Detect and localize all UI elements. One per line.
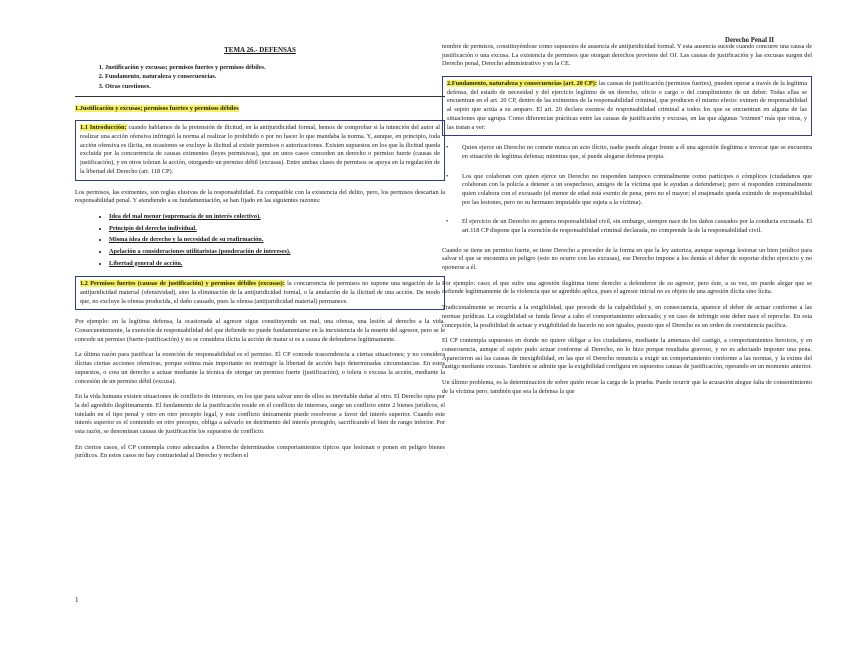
paragraph: Por ejemplo: caso; el que sufre una agresión ilegítima tiene derecho a defenderse de su agresor, pero éste, a su vez, no puede alegar que se defiende legítimamente de la violencia que se agredido aplica, pues el agresor inicial no es objeto de una agresión ilícita sino lícita. [442, 279, 812, 296]
toc-item: 3. Otras cuestiones. [105, 83, 445, 92]
page-number: 1 [75, 596, 79, 604]
table-of-contents [75, 64, 445, 92]
paragraph: Tradicionalmente se recurría a la exigibilidad, que procede de la culpabilidad y, en consecuencia, aparece el deber de actuar conforme a las normas jurídicas. La exigibilidad se funda llevar a cabo el comportamiento adecuado; y en caso de infringir este deber nace el reproche. En esta concepción, la posibilidad de actuar y exigibilidad de hacerlo no son iguales, puesto que el Derecho es un orden de coexistencia pacífica. [442, 304, 812, 329]
paragraph: La última razón para justificar la exención de responsabilidad es el permiso. El CP concede trascendencia a ciertas situaciones; y no considera ilícitas ciertas acciones ofensivas, porque estima más importante no restringir la libertad de acción bajo determinadas circunstancias. En estos supuestos, o crea un derecho a actuar mediante la técnica de otorgar un permiso fuerte (justificación), o tolera o excusa la acción, mediante la concesión de un permiso débil (excusa). [75, 351, 445, 385]
paragraph: nombre de permisos, constituyéndose como supuestos de ausencia de antijuridicidad formal. Y esta ausencia sucede cuando concurre una causa de justificación o una excusa. La existencia de permisos que otorgan derechos proviene del OJ. Las causas de justificación y las excusas surgen del Derecho penal, Derecho administrativo y en la CE. [442, 43, 812, 68]
list-item: • Quien ejerce un Derecho no comete nunca un acto ilícito, nadie puede alegar frente a él una agresión ilegítima e invocar que se encuentra en situación de legítima defensa; mientras que, sí puede alegarse defensa propia. [462, 144, 812, 161]
box-text: cuando hablamos de la pretensión de ilicitud, en la antijuridicidad formal, hemos de comprobar si la intención del autor al realizar una acción ofensiva infringió la norma al realizar lo prohibido o por no hacer lo que mandaba la norma. Y, aunque, en principio, toda acción ofensiva es ilícita, en ocasiones se excluye la ilicitud al existir permisos o autorizaciones. Existen supuestos en los que la ilicitud queda excluida por la concurrencia de causas eximentes (leyes permisivas), que en unos casos conceden un derecho o permiso fuerte (causas de justificación), y en otros toleran la acción, otorgando un permiso débil (excusas). Entre ambas clases de permisos se apoya en la regulación de la libertad del Derecho (art. 118 CP). [80, 124, 441, 175]
divider [75, 96, 445, 97]
list-item: • Idea del mal menor (supremacía de un interés colectivo). [109, 213, 445, 222]
left-column [75, 0, 445, 468]
list-item: • Principio del derecho individual. [109, 225, 445, 234]
toc-item: 1. Justificación y excusas; permisos fuertes y permisos débiles. [105, 64, 445, 73]
box-text: las causas de justificación (permisos fuertes), pueden operar a través de la legítima defensa, del estado de necesidad y del ejercicio legítimo de un derecho, oficio o cargo o del cumplimiento de un deber. Todas ellas se encuentran en el art. 20 CP, dentro de las eximentes de la responsabilidad criminal, que producen el mismo efecto: eximen de responsabilidad al sujeto que actúa a su amparo. El art. 20 declara exentos de responsabilidad criminal a todos los que se encuentran en alguna de las situaciones que agrupa. Como diferencias prácticas entre las causas de justificación y excusas, en las que algunas "eximen" más que otras, y las tratan a ver: [447, 80, 807, 131]
list-item: • Apelación a consideraciones utilitaristas (ponderación de intereses). [109, 248, 445, 257]
paragraph: En la vida humana existen situaciones de conflicto de intereses, en los que para salvar uno de ellos es inevitable dañar al otro. El Derecho opta por la del agredido ilegítimamente. El fundamento de la justificación reside en el conflicto de intereses, surge un conflicto entre 2 bienes jurídicos, el tutelado en el tipo penal y otro en otro precepto legal, y este conflicto únicamente puede resolverse a favor del interés superior. Cuando este interés superior es el contenido en otro precepto, obliga a salvarlo en detrimento del interés protegido, sacrificando el bien de rango inferior. Por esta razón, se denominan causas de justificación los supuestos de conflicto. [75, 393, 445, 435]
box-label: 2.Fundamento, naturaleza y consecuencias (art. 20 CP): [447, 80, 597, 88]
paragraph: En ciertos casos, el CP contempla como adecuados a Derecho determinados comportamientos típicos que lesionan o ponen en peligro bienes jurídicos. En estos casos no hay contrariedad al Derecho y reciben el [75, 443, 445, 460]
list-item: • El ejercicio de un Derecho no genera responsabilidad civil, sin embargo, siempre nace de los daños causados por la conducta excusada. El art.118 CP dispone que la exención de responsabilidad criminal declarada, no comprende la de la responsabilidad civil. [462, 218, 812, 235]
list-item: • Libertad general de acción. [109, 260, 445, 269]
consequences-list [442, 144, 812, 236]
paragraph: Cuando se tiene un permiso fuerte, se tiene Derecho a proceder de la forma en que la ley autoriza, aunque suponga lesionar un bien jurídico para salvar el que se encuentra en peligro (esto no ocurre con las excusas), ese Derecho impone a los demás el deber de soportar dicho ejercicio y no oponerse a él. [442, 246, 812, 272]
section-heading: 1.Justificación y excusas; permisos fuertes y permisos débiles [75, 104, 239, 112]
reasons-list [75, 213, 445, 268]
running-header: Derecho Penal II [725, 37, 774, 44]
paragraph: El CP contempla supuestos en donde no quiere obligar a los ciudadanos, mediante la amenaza del castigo, a comportamientos heroicos, y en consecuencia, aunque el sujeto pudo actuar conforme al Derecho, no lo hizo porque resultaba gravoso, y no es adecuado imponer una pena. Aparecieron así las causas de inexigibilidad, en las que el Derecho renuncia a exigir un comportamiento conforme a las normas, y la exime del castigo mediante excusas. También se admite que la exigibilidad configura en supuestos causas de justificación, operando en un momento anterior. [442, 337, 812, 371]
right-column [442, 0, 812, 403]
document-title: TEMA 26.- DEFENSAS [224, 46, 296, 54]
box-label: 1.1 Introducción: [80, 124, 127, 132]
toc-item: 2. Fundamento, naturaleza y consecuencias. [105, 73, 445, 82]
permisos-box [75, 276, 445, 310]
paragraph: Los permisos, las eximentes, son reglas elusivas de la responsabilidad. Es compatible con la existencia del delito, pero, los permisos descartan la responsabilidad penal. Y atendiendo a su fundamentación, se han fijado en las siguientes razones: [75, 188, 445, 205]
fundamento-box [442, 76, 812, 136]
list-item: • Misma idea de derecho y la necesidad de su reafirmación. [109, 236, 445, 245]
paragraph: Por ejemplo: en la legítima defensa, la ocasionada al agresor sigue constituyendo un mal, una ofensa, una lesión al derecho a la vida. Consecuentemente, la exención de responsabilidad del que defiende no puede fundamentarse en la inexistencia de la muerte del agresor, pero se le concede un permiso (fuerte-justificación) y no se considera ilícita la acción de matar si es a causa de defenderse legítimamente. [75, 318, 445, 343]
intro-box [75, 120, 445, 180]
list-item: • Los que colaboran con quien ejerce un Derecho no responden tampoco criminalmente como partícipes o cómplices (ciudadanos que colaboran con la policía a detener a un sospechoso, amigos de la víctima que le ayudan a defenderse); pero sí responden criminalmente quien colabora con el excusado (el menor de edad está exento de pena, pero no el mayor; el enajenado queda eximido de responsabilidad por las lesiones, pero no su hermano imputable que sujeta a la víctima). [462, 173, 812, 208]
paragraph: Un último problema, es la determinación de sobre quién recae la carga de la prueba. Puede ocurrir que la acusación alegue falta de consentimiento de la víctima pero, también que sea la defensa la que [442, 378, 812, 395]
box-label: 1.2 Permisos fuertes (causas de justificación) y permisos débiles (excusas): [80, 280, 285, 288]
box-text: la concurrencia de permisos no supone una negación de la antijuridicidad material (ofensividad), sino la eliminación de la antijuridicidad formal, o la anulación de la ilicitud de una acción. De modo que, no excluye la ofensa producida, el daño causado, pues la ofensa (antijuridicidad material) permanece. [80, 280, 441, 305]
